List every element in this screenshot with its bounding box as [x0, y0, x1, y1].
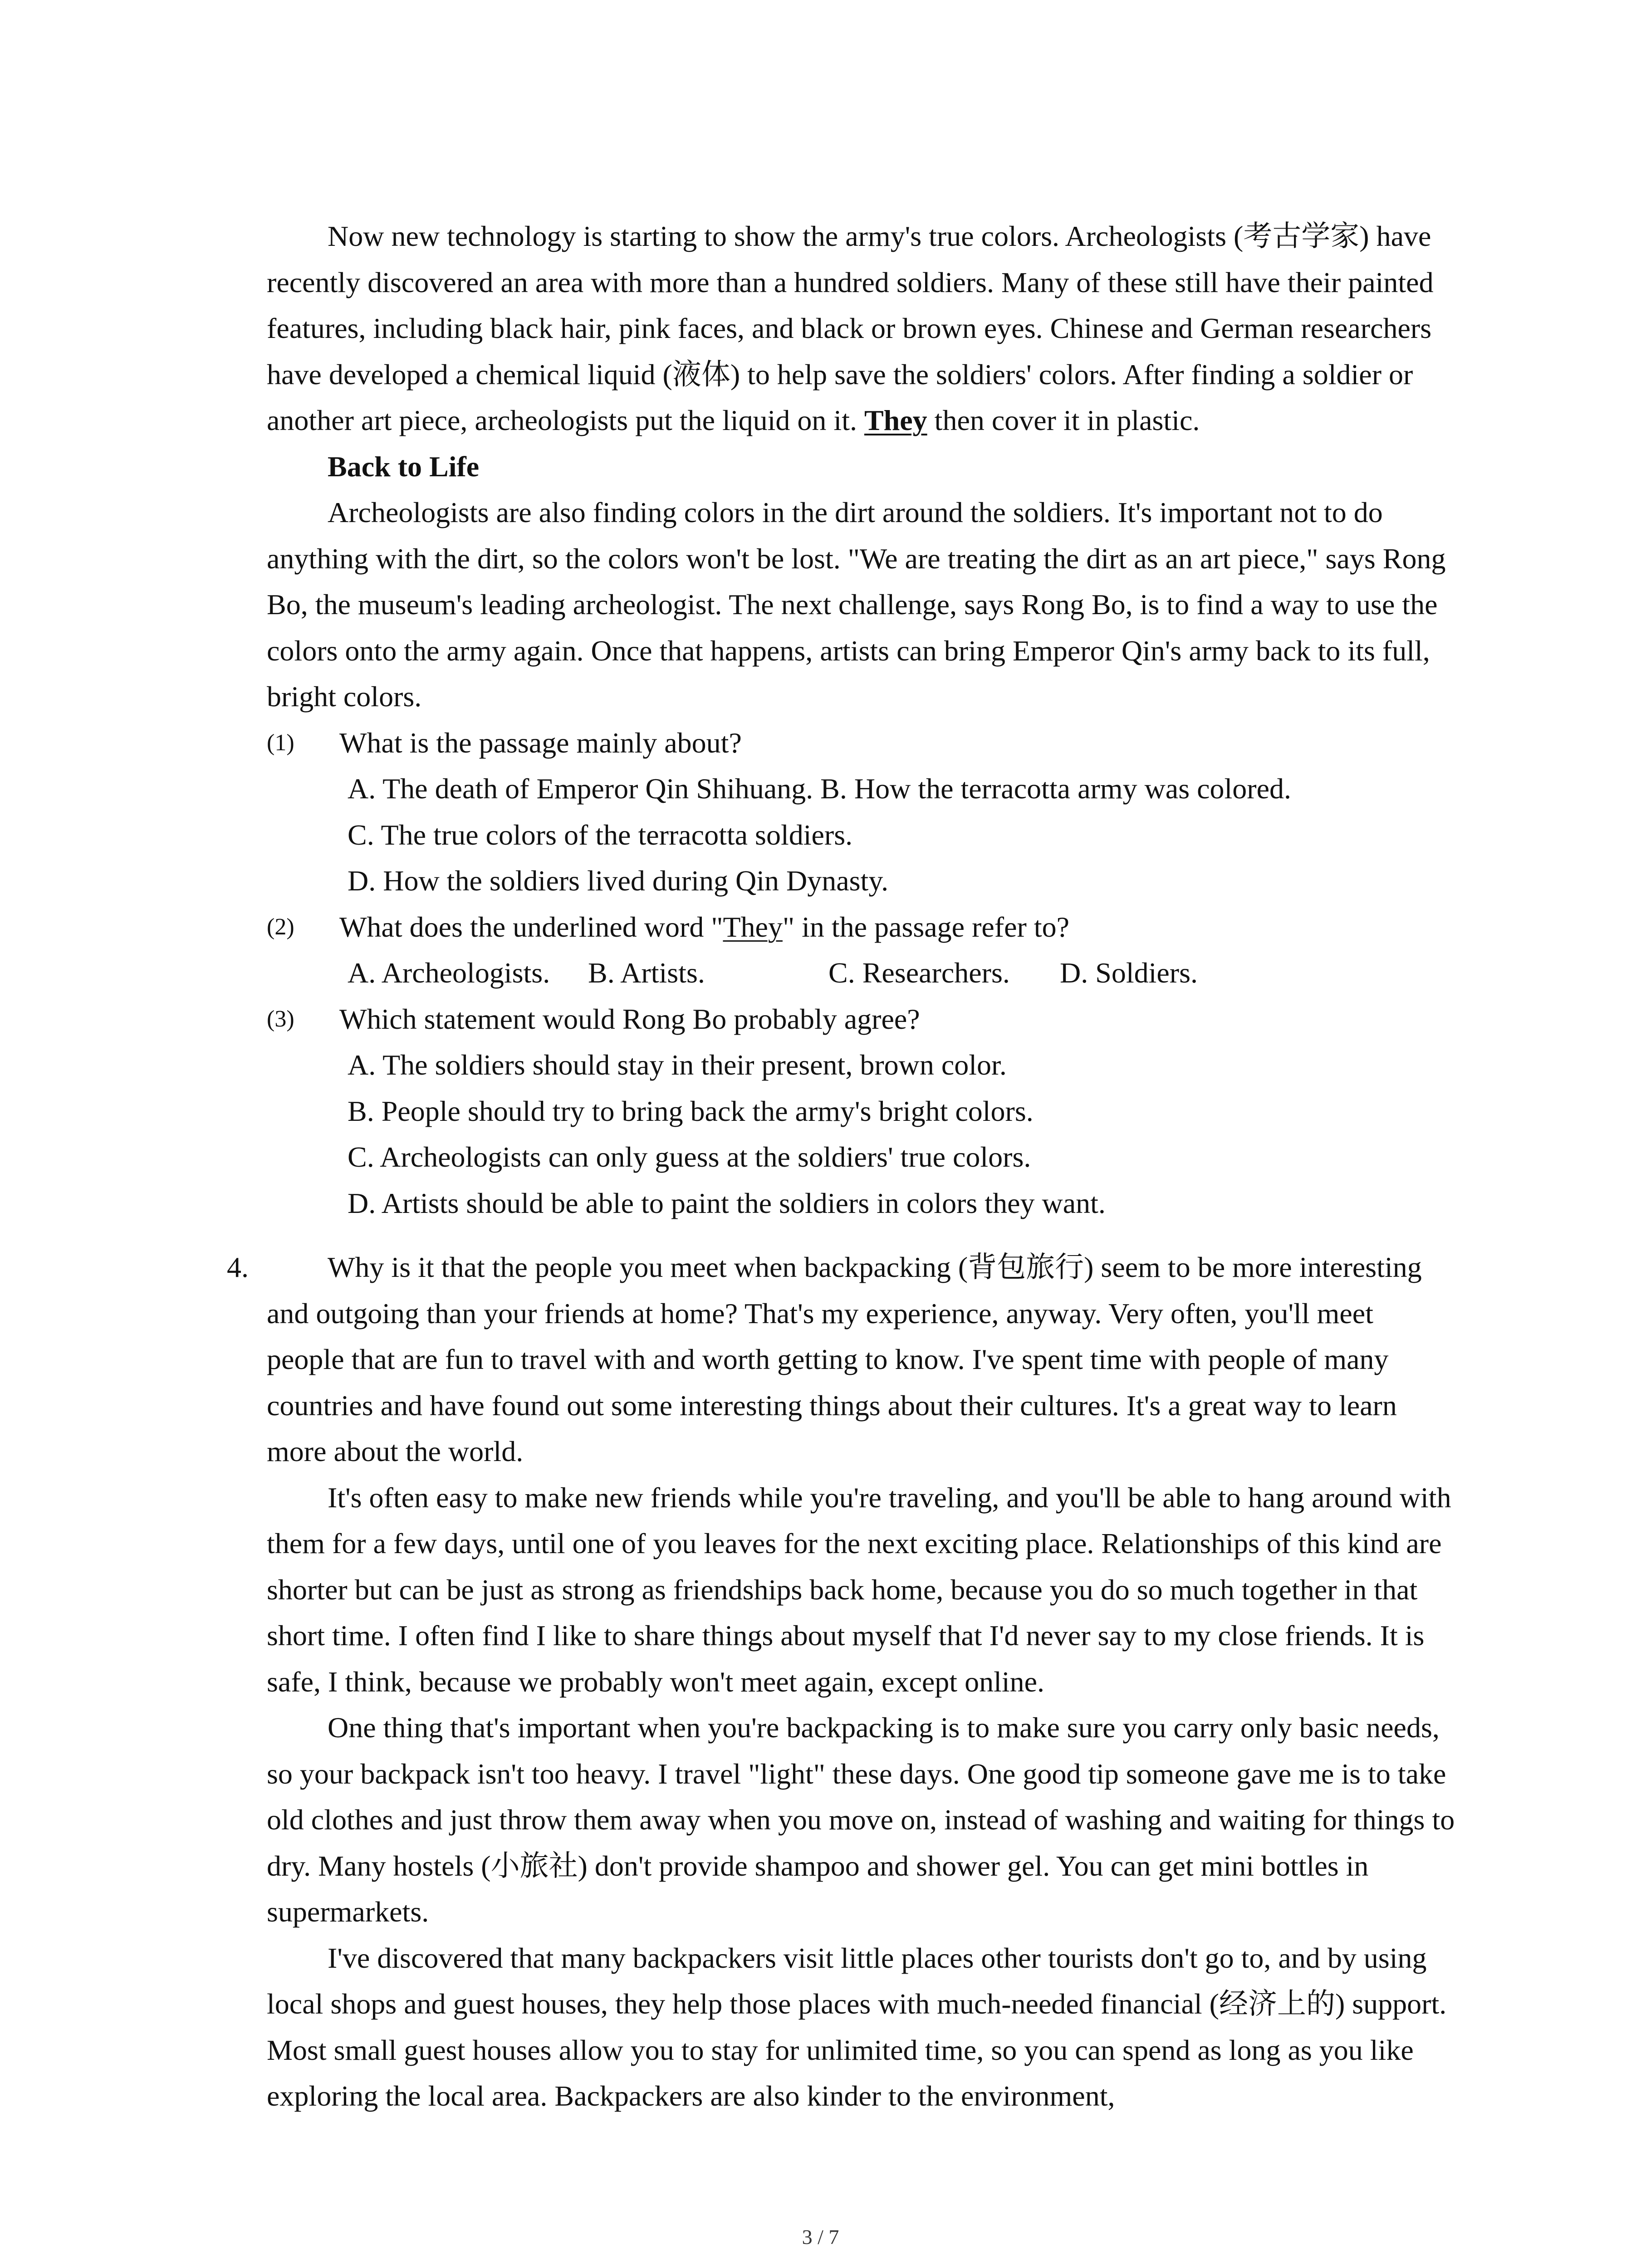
- option-line: A. The death of Emperor Qin Shihuang. B. How the terracotta army was colored.: [348, 772, 1291, 805]
- option-line: B. People should try to bring back the army's bright colors.: [348, 1095, 1034, 1127]
- passage4-paragraph-4: I've discovered that many backpackers visit little places other tourists don't go to, and by using local shops and guest houses, they help those places with much-needed financial (经济上的) support. Most small guest houses allow you to stay for unlimited time, so you can spend as long as you like exploring the local area. Backpackers are also kinder to the environment,: [267, 1941, 1447, 2112]
- document-body: [227, 213, 1458, 2119]
- question-3: [267, 996, 1458, 1227]
- question-number: (2): [267, 914, 294, 940]
- passage3-paragraph-2: Archeologists are also finding colors in the dirt around the soldiers. It's important not to do anything with the dirt, so the colors won't be lost. "We are treating the dirt as an art piece," says Rong Bo, the museum's leading archeologist. The next challenge, says Rong Bo, is to find a way to use the colors onto the army again. Once that happens, artists can bring Emperor Qin's army back to its full, bright colors.: [267, 496, 1446, 713]
- underlined-word-they: They: [864, 404, 927, 436]
- underlined-word-they: They: [723, 910, 783, 943]
- options-row: [267, 950, 1458, 996]
- question-text: " in the passage refer to?: [782, 910, 1069, 943]
- passage4-paragraph-1: Why is it that the people you meet when backpacking (背包旅行) seem to be more interesting and outgoing than your friends at home? That's my experience, anyway. Very often, you'll meet people that are fun to travel with and worth getting to know. I've spent time with people of many countries and have found out some interesting things about their cultures. It's a great way to learn more about the world.: [267, 1251, 1422, 1467]
- page-number: 3 / 7: [802, 2225, 839, 2248]
- question-number: (3): [267, 1006, 294, 1032]
- option-b: B. Artists.: [588, 957, 705, 989]
- item-number: 4.: [227, 1251, 249, 1283]
- option-d: D. Soldiers.: [1060, 957, 1198, 989]
- passage-4: [227, 1244, 1458, 2119]
- passage4-paragraph-2: It's often easy to make new friends while you're traveling, and you'll be able to hang around with them for a few days, until one of you leaves for the next exciting place. Relationships of this kind are shorter but can be just as strong as friendships back home, because you do so much together in that short time. I often find I like to share things about myself that I'd never say to my close friends. It is safe, I think, because we probably won't meet again, except online.: [267, 1481, 1451, 1698]
- question-text: What does the underlined word ": [339, 910, 723, 943]
- passage3-paragraph-1: [267, 213, 1458, 444]
- question-text: What is the passage mainly about?: [339, 726, 742, 759]
- paragraph-text: Now new technology is starting to show the army's true colors. Archeologists (考古学家) have recently discovered an area with more than a hundred soldiers. Many of these still have their painted features, including black hair, pink faces, and black or brown eyes. Chinese and German researchers have developed a chemical liquid (液体) to help save the soldiers' colors. After finding a soldier or another art piece, archeologists put the liquid on it.: [267, 220, 1434, 436]
- section-heading: Back to Life: [328, 450, 480, 483]
- question-1: [267, 720, 1458, 904]
- passage4-paragraph-3: One thing that's important when you're backpacking is to make sure you carry only basic needs, so your backpack isn't too heavy. I travel "light" these days. One good tip someone gave me is to take old clothes and just throw them away when you move on, instead of washing and waiting for things to dry. Many hostels (小旅社) don't provide shampoo and shower gel. You can get mini bottles in supermarkets.: [267, 1711, 1455, 1928]
- option-line: D. How the soldiers lived during Qin Dynasty.: [348, 865, 889, 897]
- question-2: [267, 904, 1458, 996]
- option-c: C. Researchers.: [828, 957, 1010, 989]
- question-text: Which statement would Rong Bo probably agree?: [339, 1002, 920, 1035]
- option-line: A. The soldiers should stay in their present, brown color.: [348, 1049, 1007, 1081]
- paragraph-text: then cover it in plastic.: [927, 404, 1200, 436]
- option-line: C. The true colors of the terracotta soldiers.: [348, 818, 853, 851]
- option-line: D. Artists should be able to paint the soldiers in colors they want.: [348, 1187, 1106, 1219]
- option-a: A. Archeologists.: [348, 957, 550, 989]
- option-line: C. Archeologists can only guess at the soldiers' true colors.: [348, 1141, 1031, 1173]
- question-number: (1): [267, 729, 294, 756]
